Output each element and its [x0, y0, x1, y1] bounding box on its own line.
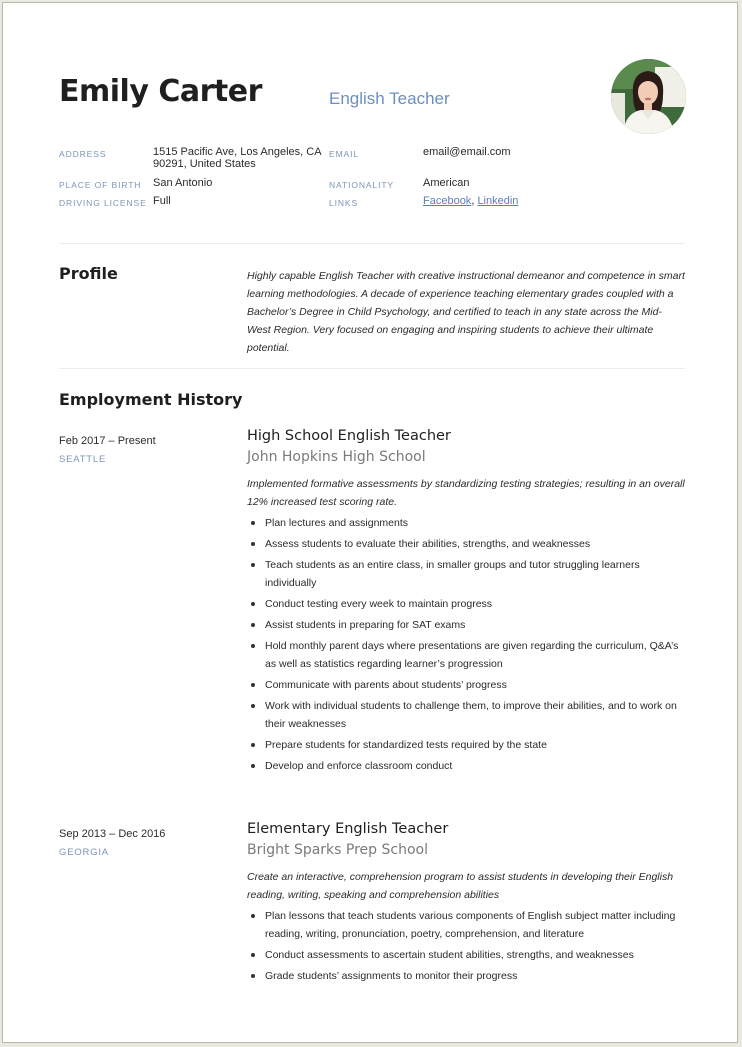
list-item: Conduct assessments to ascertain student abilities, strengths, and weaknesses [247, 946, 685, 964]
list-item: Plan lectures and assignments [247, 514, 685, 532]
list-item: Assist students in preparing for SAT exams [247, 616, 685, 634]
driving-license-value: Full [153, 195, 171, 207]
profile-divider [59, 368, 685, 369]
list-item: Work with individual students to challenge them, to improve their abilities, and to work on their weaknesses [247, 697, 685, 733]
nationality-value: American [423, 177, 470, 189]
job-city: SEATTLE [59, 454, 107, 465]
job-company: Bright Sparks Prep School [247, 842, 428, 858]
candidate-name: Emily Carter [59, 74, 262, 109]
place-of-birth-value: San Antonio [153, 177, 213, 189]
job-dates: Sep 2013 – Dec 2016 [59, 828, 166, 840]
job-company: John Hopkins High School [247, 449, 426, 465]
header-divider [59, 243, 685, 244]
list-item: Hold monthly parent days where presentations are given regarding the curriculum, Q&A’s as well as statistics regarding learner’s progression [247, 637, 685, 673]
links-separator: , [471, 195, 475, 207]
nationality-label: NATIONALITY [329, 180, 395, 190]
list-item: Communicate with parents about students’ progress [247, 676, 685, 694]
list-item: Plan lessons that teach students various components of English subject matter including reading, writing, pronunciation, poetry, comprehension, and literature [247, 907, 685, 943]
email-label: EMAIL [329, 149, 360, 159]
list-item: Conduct testing every week to maintain progress [247, 595, 685, 613]
address-line-1: 1515 Pacific Ave, Los Angeles, CA [153, 146, 322, 158]
profile-heading: Profile [59, 264, 118, 283]
profile-summary: Highly capable English Teacher with creative instructional demeanor and competence in smart learning methodologies. A decade of experience teaching elementary grades coupled with a Bachelor’s Degree in Child Psychology, and certified to teach in any state across the Mid-West Region. Very focused on engaging and inspiring students to achieve their ultimate potential. [247, 270, 685, 354]
email-value: email@email.com [423, 146, 511, 158]
profile-photo [611, 59, 686, 134]
list-item: Prepare students for standardized tests required by the state [247, 736, 685, 754]
list-item: Assess students to evaluate their abilities, strengths, and weaknesses [247, 535, 685, 553]
address-line-2: 90291, United States [153, 158, 256, 170]
list-item: Grade students’ assignments to monitor their progress [247, 967, 685, 985]
job-summary: Create an interactive, comprehension program to assist students in developing their English reading, writing, speaking and comprehension abilities [247, 871, 674, 901]
place-of-birth-label: PLACE OF BIRTH [59, 180, 142, 190]
links-label: LINKS [329, 198, 359, 208]
list-item: Develop and enforce classroom conduct [247, 757, 685, 775]
linkedin-link[interactable]: Linkedin [477, 195, 519, 207]
job-details [247, 821, 685, 988]
resume-page [2, 2, 738, 1043]
job-duties-list [247, 907, 685, 985]
facebook-link[interactable]: Facebook [423, 195, 472, 207]
driving-license-label: DRIVING LICENSE [59, 198, 147, 208]
links-value [423, 195, 518, 207]
employment-heading: Employment History [59, 390, 243, 409]
job-duties-list [247, 514, 685, 775]
candidate-title: English Teacher [329, 89, 450, 108]
job-role: High School English Teacher [247, 428, 451, 444]
job-role: Elementary English Teacher [247, 821, 449, 837]
job-summary: Implemented formative assessments by standardizing testing strategies; resulting in an overall 12% increased test scoring rate. [247, 478, 685, 508]
job-city: GEORGIA [59, 847, 109, 858]
address-label: ADDRESS [59, 149, 107, 159]
job-details [247, 428, 685, 778]
list-item: Teach students as an entire class, in smaller groups and tutor struggling learners individually [247, 556, 685, 592]
job-dates: Feb 2017 – Present [59, 435, 156, 447]
portrait-image [611, 59, 686, 134]
